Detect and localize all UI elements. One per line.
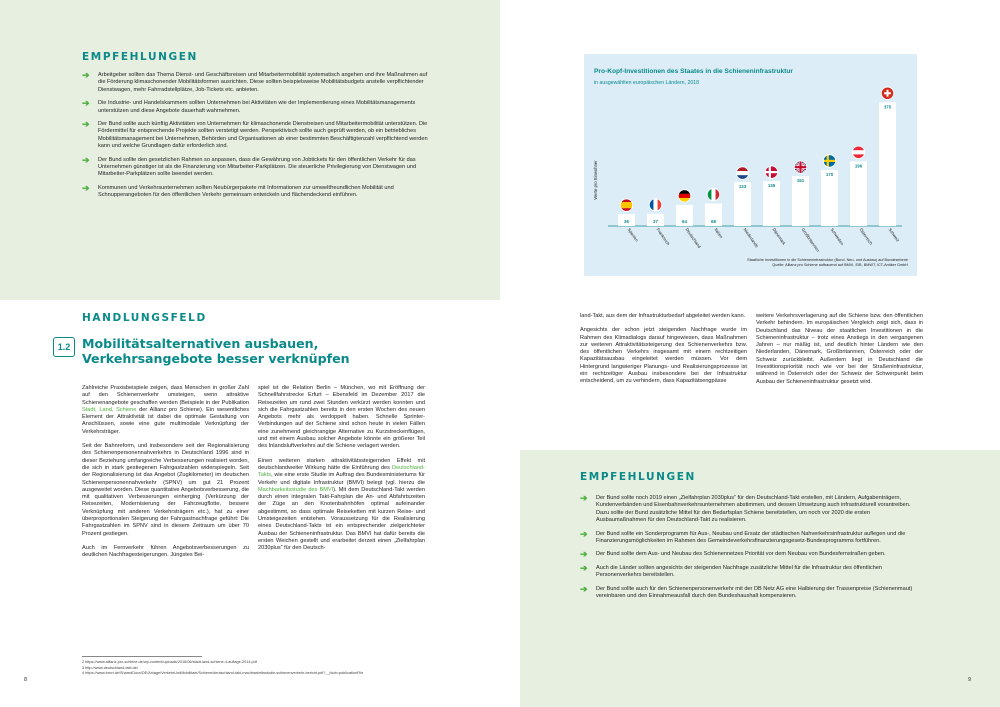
bar-Schweden bbox=[821, 170, 838, 226]
tick-label: Schweden bbox=[829, 227, 845, 246]
footnote-rule bbox=[82, 656, 202, 657]
list-item: ➔ Der Bund sollte auch für den Schienenpersonenverkehr mit der DB Netz AG eine Halbierung der Trassenpreise (Schienenmaut) vereinbaren und den Einnahmeausfall durch den Bundeshaushalt kompensieren. bbox=[580, 583, 913, 600]
paragraph: Auch im Fernverkehr führen Angebotsverbesserungen zu deutlichen Nachfragesteigerungen. Jüngstes Bei- bbox=[82, 544, 249, 559]
body-column-2 bbox=[258, 385, 425, 560]
chart-subtitle: in ausgewählten europäischen Ländern, 2018 bbox=[594, 80, 699, 86]
tick-label: Großbritannien bbox=[800, 227, 821, 253]
arrow-right-icon: ➔ bbox=[82, 119, 90, 130]
footnotes bbox=[82, 660, 442, 677]
tick-label: Deutschland bbox=[684, 227, 702, 250]
bar-Großbritannien bbox=[792, 176, 809, 226]
tick-label: Spanien bbox=[626, 227, 640, 243]
chart-source: Staatliche Investitionen in die Schieneninfrastruktur (Bund, Neu- und Ausbau) auf Bundesebene Quelle: Allianz pro Schiene aufbauend auf BMVI, EIB, BMWT, ICT-Antiker GmbH bbox=[747, 258, 908, 267]
data-label: 151 bbox=[796, 178, 805, 184]
arrow-right-icon: ➔ bbox=[580, 562, 588, 573]
paragraph: Einen weiteren starken attraktivitätssteigernden Effekt mit deutschlandweiter Wirkung hätte die Einführung des Deutschland-Takts, wie eine erste Studie im Auftrag des Bundesministeriums für Verkehr und digitale Infrastruktur (BMVI) belegt (vgl. hierzu die Machbarkeitsstudie des BMVI). Mit dem Deutschland-Takt werden durch einen integralen Takt-Fahrplan die An- und Abfahrtszeiten der Züge an den Knotenbahnhöfen optimal aufeinander abgestimmt, so dass optimale Reiseketten mit kurzen Reise- und Umsteigezeiten entstehen. Voraussetzung für die Realisierung eines Deutschland-Takts ist ein entsprechender zielgerichteter Ausbau der Schieneninfrastruktur. Das BMVI hat dafür bereits die ersten Weichen gestellt und erarbeitet derzeit einen „Zielfahrplan 2030plus“ für den Deutsch- bbox=[258, 457, 425, 552]
data-label: 196 bbox=[854, 163, 863, 169]
arrow-right-icon: ➔ bbox=[82, 182, 90, 193]
body-column-4 bbox=[756, 313, 923, 393]
recommendations-title: EMPFEHLUNGEN bbox=[82, 51, 198, 63]
list-item: ➔ Kommunen und Verkehrsunternehmen sollten Neubürgerpakete mit Informationen zur umweltfreundlichen Mobilität und Schnupperangeboten für den öffentlichen Verkehr gemeinsam entwickeln und flächendeckend einführen. bbox=[82, 182, 394, 199]
footnote: 2 https://www.allianz-pro-schiene.de/wp-content/uploads/2016/06/stadt-land-schiene-4-auflage-2014.pdf bbox=[82, 660, 257, 664]
bar-Österreich bbox=[850, 161, 867, 226]
list-item: ➔ Arbeitgeber sollten das Thema Dienst- und Geschäftsreisen und Mitarbeitermobilität systematisch angehen und ihre Maßnahmen auf die Förderung klimaschonender Mobilitätsformen ausrichten. Diese sollten beispielsweise Mobilitätsbudgets anstelle verpflichtender Dienstwagen, mehr Fahrradstellplätze, Job-Tickets etc. anbieten. bbox=[82, 70, 428, 93]
y-axis-label: Werte pro Einwohner bbox=[593, 160, 598, 200]
tick-label: Frankreich bbox=[655, 227, 671, 247]
data-label: 37 bbox=[653, 219, 658, 224]
bar-chart bbox=[584, 54, 917, 276]
tick-label: Dänemark bbox=[771, 227, 787, 246]
body-column-1 bbox=[82, 385, 249, 567]
chart-title: Pro-Kopf-Investitionen des Staates in die Schieneninfrastruktur bbox=[594, 68, 793, 75]
list-item: ➔ Der Bund sollte noch 2019 einen „Zielfahrplan 2030plus“ für den Deutschland-Takt erstellen, mit Ländern, Aufgabenträgern, Kundenverbänden und Eisenbahnverkehrsunternehmen abstimmen, und dessen Umsetzung auch infrastrukturell vorantreiben. Dazu sollte der Bund zusätzliche Mittel für den Bedarfsplan Schiene bereitstellen, um noch vor 2020 die ersten Ausbaumaßnahmen für den Deutschland-Takt zu realisieren. bbox=[580, 493, 911, 524]
tick-label: Österreich bbox=[858, 227, 874, 246]
list-item: ➔ Der Bund sollte den gesetzlichen Rahmen so anpassen, dass die Gewährung von Jobtickets für den öffentlichen Verkehr für das Unternehmen günstiger ist als die Finanzierung von Mitarbeiter-Parkplätzen. Die steuerliche Privilegierung von Dienstwagen und Mitarbeiter-Parkplätzen sollte beendet werden. bbox=[82, 154, 417, 178]
data-label: 64 bbox=[682, 219, 687, 224]
link-stadt-land-schiene[interactable]: Stadt, Land, Schiene bbox=[82, 406, 137, 413]
arrow-right-icon: ➔ bbox=[82, 70, 90, 80]
paragraph: Angesichts der schon jetzt steigenden Nachfrage wurde im Rahmen des Klimadialogs darauf hingewiesen, dass Maßnahmen zur weiteren Attraktivitätssteigerung des Schienenverkehrs bzw. des öffentlichen Verkehrs insgesamt mit einem rechtzeitigen Kapazitätsausbau eingeleitet werden müssen. Vor dem Hintergrund langwieriger Planungs- und Realisierungsprozesse ist ein rechtzeitiger Ausbau insbesondere bei der Infrastruktur entscheidend, um zu verhindern, dass Kapazitätsengpässe bbox=[580, 327, 747, 385]
paragraph: weitere Verkehrsverlagerung auf die Schiene bzw. den öffentlichen Verkehr behindern. Im europäischen Vergleich zeigt sich, dass in Deutschland das Niveau der staatlichen Investitionen in die Schieneninfrastruktur – trotz eines Anstiegs in den vergangenen Jahren – nur mäßig ist, und deutlich hinter Ländern wie den Niederlanden, Dänemark, Großbritannien, Österreich oder der Schweiz zurückbleibt. Außerdem liegt in Deutschland die Investitionspriorität noch wie vor bei der Straßeninfrastruktur, während in Österreich oder der Schweiz der Schwerpunkt beim Ausbau der Schieneninfrastruktur gesetzt wird. bbox=[756, 313, 923, 385]
arrow-right-icon: ➔ bbox=[580, 583, 588, 594]
data-label: 133 bbox=[738, 184, 747, 190]
arrow-right-icon: ➔ bbox=[580, 493, 588, 503]
page-number-right: 9 bbox=[968, 677, 972, 683]
tick-label: Niederlande bbox=[742, 227, 760, 249]
data-label: 170 bbox=[825, 171, 834, 177]
tick-label: Schweiz bbox=[887, 227, 901, 243]
data-label: 136 bbox=[767, 183, 776, 189]
recommendations-list bbox=[82, 72, 436, 206]
arrow-right-icon: ➔ bbox=[82, 98, 90, 109]
link-deutschland-takt[interactable]: Deutschland-Takts bbox=[258, 464, 425, 479]
section-label: HANDLUNGSFELD bbox=[82, 312, 207, 324]
tick-label: Italien bbox=[713, 227, 725, 240]
page-number: 8 bbox=[24, 677, 28, 683]
list-item: ➔ Die Industrie- und Handelskammern sollten Unternehmen bei Aktivitäten wie der Implementierung eines Mobilitätsmanagements unterstützen und diese Angebote dauerhaft wahrnehmen. bbox=[82, 98, 416, 114]
list-item: ➔ Der Bund sollte auch künftig Aktivitäten von Unternehmen für klimaschonende Dienstreisen und Mitarbeitermobilität unterstützen. Die Fördermittel für entsprechende Projekte sollten verstetigt werden. Perspektivisch sollte auch geprüft werden, ob ein betriebliches Mobilitätsmanagement bei Unternehmen, Behörden und Organisationen ab einer bestimmten Beschäftigtenzahl verpflichtend werden kann und welche Grundlagen dafür erforderlich sind. bbox=[82, 119, 428, 150]
body-column-3 bbox=[580, 313, 747, 393]
footnote: 4 https://www.bmvi.de/SharedDocs/DE/Anlage/VerkehrUndMobilitaet/Schiene/deutschland-takt-machbarkeitsstudie-schienenverkehr-bericht.pdf?__blob=publicationFile bbox=[82, 671, 364, 676]
link-machbarkeitsstudie[interactable]: Machbarkeitsstudie des BMVI bbox=[258, 486, 334, 493]
recommendations-list-right bbox=[580, 495, 920, 606]
recommendations-title-right: EMPFEHLUNGEN bbox=[580, 471, 696, 483]
footnote: 3 http://www.deutschland-takt.de/ bbox=[82, 665, 138, 670]
paragraph: Zahlreiche Praxisbeispiele zeigen, dass Menschen in großer Zahl auf den Schienenverkehr umsteigen, wenn attraktive Schienenangebote geschaffen werden (Beispiele in der Publikation Stadt, Land, Schiene der Allianz pro Schiene). Ein wesentliches Element der Attraktivität ist dabei die optimale Gestaltung von Anschlüssen, sowie eine gute multimodale Verknüpfung der Verkehrsträger. bbox=[82, 385, 250, 435]
paragraph: land-Takt, aus dem der Infrastrukturbedarf abgeleitet werden kann. bbox=[580, 313, 746, 319]
arrow-right-icon: ➔ bbox=[580, 528, 588, 539]
data-label: 68 bbox=[711, 219, 716, 224]
bar-Schweiz bbox=[879, 102, 896, 226]
section-heading: Mobilitätsalternativen ausbauen, Verkehrsangebote besser verknüpfen bbox=[82, 336, 350, 366]
arrow-right-icon: ➔ bbox=[82, 154, 90, 165]
list-item: ➔ Auch die Länder sollten angesichts der steigenden Nachfrage zusätzliche Mittel für die Infrastruktur des öffentlichen Personenverkehrs bereitstellen. bbox=[580, 562, 882, 579]
data-label: 36 bbox=[624, 219, 629, 224]
data-label: 375 bbox=[883, 104, 892, 110]
paragraph: Seit der Bahnreform, und insbesondere seit der Regionalisierung des Schienenpersonennahverkehrs in Deutschland 1996 sind in dieser Beziehung umfangreiche Verbesserungen realisiert worden, die sich in stark gestiegenen Fahrgastzahlen widerspiegeln. Seit der Regionalisierung ist das Angebot (Zugkilometer) im deutschen Schienenpersonennahverkehr (SPNV) um gut 21 Prozent ausgeweitet worden. Diese quantitative Angebotsverbesserung, die mit qualitativen Verbesserungen einherging (Verkürzung der Reisezeiten, Modernisierung der Fahrzeugflotte, bessere Verknüpfung mit anderen Verkehrsträgern etc.), hat zu einer überproportionalen Steigerung der Fahrgastnachfrage geführt: Die Fahrgastzahlen im SPNV sind in diesem Zeitraum um über 70 Prozent gestiegen. bbox=[82, 443, 249, 537]
section-number-badge: 1.2 bbox=[53, 337, 75, 357]
list-item: ➔ Der Bund sollte dem Aus- und Neubau des Schienennetzes Priorität vor dem Neubau von Bundesfernstraßen geben. bbox=[580, 549, 886, 560]
list-item: ➔ Der Bund sollte ein Sonderprogramm für Aus-, Neubau und Ersatz der städtischen Nahverkehrsinfrastruktur auflegen und die Finanzierungsmöglichkeiten im Rahmen des Gemeindeverkehrsfinanzierungsgesetz-Bundesprogramms fortführen. bbox=[580, 528, 906, 545]
paragraph: spiel ist die Relation Berlin – München, wo mit Eröffnung der Schnellfahrstrecke Erfurt – Ebensfeld im Dezember 2017 die Reisezeiten um rund zwei Stunden verkürzt werden konnten und sich die Fahrgastzahlen bereits in den ersten Wochen des neuen Angebots mehr als verdoppelt haben. Schnelle Sprinter-Verbindungen auf der Schiene sind schon heute in vielen Fällen eine zunehmend gleichrangige Alternative zu Kurzstreckenflügen, und mit einem Ausbau solcher Angebote könnte ein größerer Teil des Inlandsluftverkehrs auf die Schiene verlagert werden. bbox=[258, 385, 425, 450]
arrow-right-icon: ➔ bbox=[580, 549, 588, 560]
